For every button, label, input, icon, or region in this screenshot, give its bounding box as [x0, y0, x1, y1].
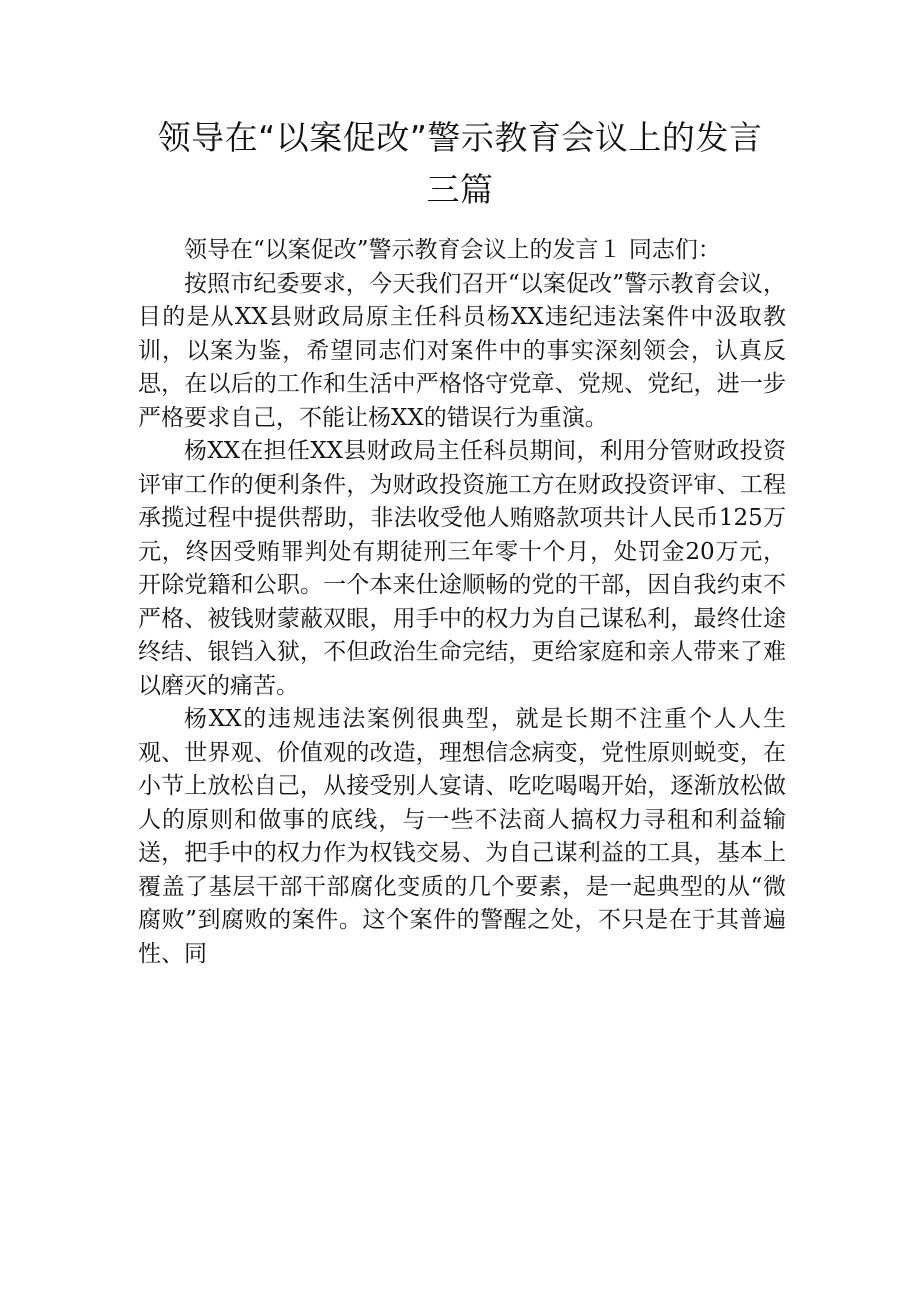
document-body: [138, 234, 786, 971]
paragraph-case-facts: 杨XX在担任XX县财政局主任科员期间，利用分管财政投资评审工作的便利条件，为财政投资施工方在财政投资评审、工程承揽过程中提供帮助，非法收受他人贿赂款项共计人民币125万元，终因受贿罪判处有期徒刑三年零十个月，处罚金20万元，开除党籍和公职。一个本来仕途顺畅的党的干部，因自我约束不严格、被钱财蒙蔽双眼，用手中的权力为自己谋私利，最终仕途终结、银铛入狱，不但政治生命完结，更给家庭和亲人带来了难以磨灭的痛苦。: [138, 438, 786, 699]
title-line-2: 三篇: [426, 170, 494, 209]
title-line-1: 领导在“以案促改”警示教育会议上的发言: [157, 118, 763, 157]
paragraph-purpose: 按照市纪委要求，今天我们召开“以案促改”警示教育会议，目的是从XX县财政局原主任科员杨XX违纪违法案件中汲取教训，以案为鉴，希望同志们对案件中的事实深刻领会，认真反思，在以后的工作和生活中严格恪守党章、党规、党纪，进一步严格要求自己，不能让杨XX的错误行为重演。: [138, 270, 786, 431]
paragraph-opening: 领导在“以案促改”警示教育会议上的发言１ 同志们：: [184, 237, 721, 263]
paragraph-case-analysis: 杨XX的违规违法案例很典型，就是长期不注重个人人生观、世界观、价值观的改造，理想信念病变，党性原则蜕变，在小节上放松自己，从接受别人宴请、吃吃喝喝开始，逐渐放松做人的原则和做事的底线，与一些不法商人搞权力寻租和利益输送，把手中的权力作为权钱交易、为自己谋利益的工具，基本上覆盖了基层干部干部腐化变质的几个要素，是一起典型的从“微腐败”到腐败的案件。这个案件的警醒之处，不只是在于其普遍性、同: [138, 706, 786, 967]
document-title: [140, 112, 780, 216]
